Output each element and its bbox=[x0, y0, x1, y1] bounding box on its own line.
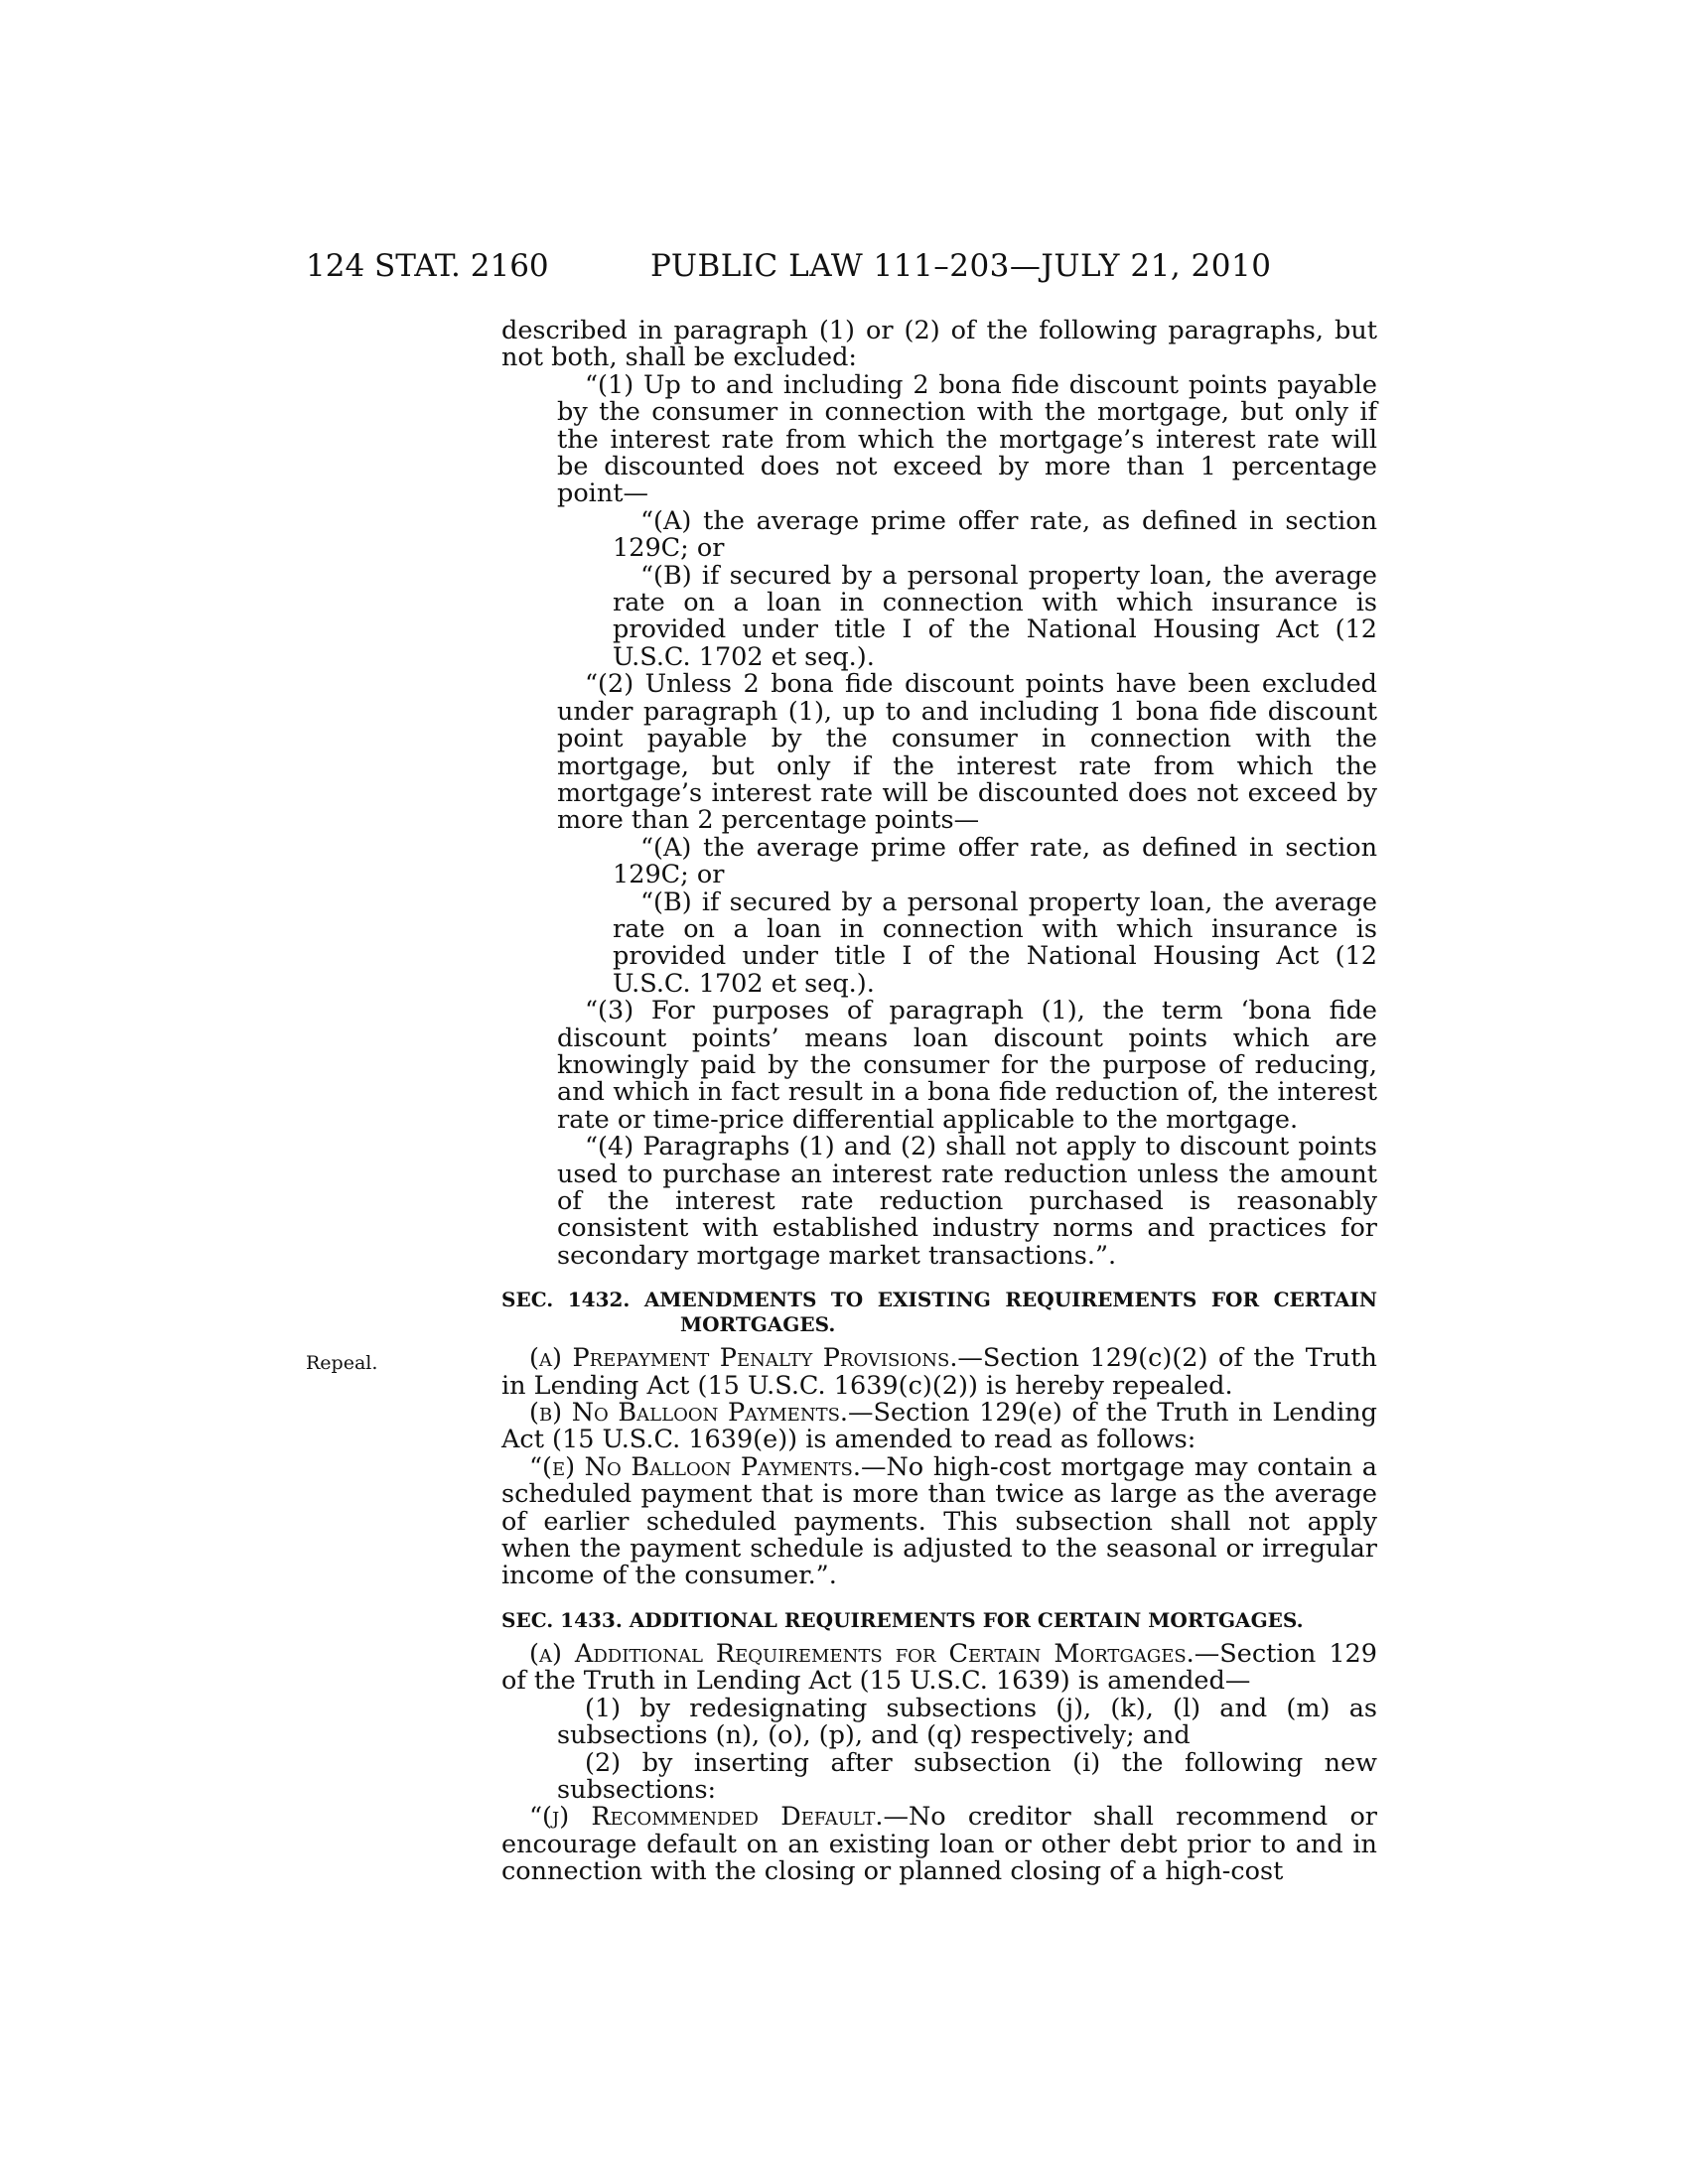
section-1433-a-text: —Section 129 of the Truth in Lending Act (15 U.S.C. 1639) is amended— bbox=[501, 1638, 1378, 1697]
paragraph-1-a: “(A) the average prime offer rate, as defined in section 129C; or bbox=[613, 505, 1377, 564]
paragraph-2: “(2) Unless 2 bona fide discount points have been excluded under paragraph (1), up to and including 1 bona fide discount point payable by the consumer in connection with the mortgage, but only if the interest rate from which the mortgage’s interest rate will be discounted does not exceed by more than 2 percentage points— bbox=[557, 669, 1377, 836]
margin-note-repeal: Repeal. bbox=[306, 1352, 378, 1374]
document-body bbox=[501, 318, 1377, 1886]
paragraph-3: “(3) For purposes of paragraph (1), the term ‘bona fide discount points’ means loan discount points which are knowingly paid by the consumer for the purpose of reducing, and which in fact result in a bona fide reduction of, the interest rate or time-price differential applicable to the mortgage. bbox=[557, 996, 1377, 1135]
section-1432-heading: SEC. 1432. AMENDMENTS TO EXISTING REQUIREMENTS FOR CERTAIN MORTGAGES. bbox=[501, 1288, 1377, 1337]
section-1432-a bbox=[501, 1345, 1377, 1400]
section-1432-b-text: —Section 129(e) of the Truth in Lending Act (15 U.S.C. 1639(e)) is amended to read as follows: bbox=[501, 1398, 1377, 1455]
subsection-j-text: —No creditor shall recommend or encourage default on an existing loan or other debt prior to and in connection with the closing or planned closing of a high-cost bbox=[501, 1802, 1377, 1887]
section-1432-e-label: “(e) No Balloon Payments. bbox=[529, 1451, 861, 1482]
page-header bbox=[306, 248, 1299, 288]
section-1433-heading: SEC. 1433. ADDITIONAL REQUIREMENTS FOR CERTAIN MORTGAGES. bbox=[501, 1607, 1304, 1632]
section-1432-b bbox=[501, 1400, 1377, 1454]
statute-page-number: 124 STAT. 2160 bbox=[306, 248, 549, 284]
section-1432-a-text: —Section 129(c)(2) of the Truth in Lending Act (15 U.S.C. 1639(c)(2)) is hereby repealed. bbox=[501, 1343, 1377, 1401]
public-law-title: PUBLIC LAW 111–203—JULY 21, 2010 bbox=[650, 248, 1272, 284]
paragraph-4: “(4) Paragraphs (1) and (2) shall not apply to discount points used to purchase an interest rate reduction unless the amount of the interest rate reduction purchased is reasonably consistent with established industry norms and practices for secondary mortgage market transactions.”. bbox=[557, 1132, 1377, 1271]
paragraph-2-b: “(B) if secured by a personal property loan, the average rate on a loan in connection with which insurance is provided under title I of the National Housing Act (12 U.S.C. 1702 et seq.). bbox=[613, 887, 1377, 999]
subsection-j-label: “(j) Recommended Default. bbox=[529, 1802, 884, 1833]
section-1432-a-label: (a) Prepayment Penalty Provisions. bbox=[529, 1343, 958, 1374]
section-1432-b-label: (b) No Balloon Payments. bbox=[529, 1398, 849, 1429]
section-1433-a-label: (a) Additional Requirements for Certain Mortgages. bbox=[529, 1638, 1195, 1669]
section-1433-item-2: (2) by inserting after subsection (i) the following new subsections: bbox=[557, 1747, 1377, 1805]
paragraph-intro: described in paragraph (1) or (2) of the following paragraphs, but not both, shall be excluded: bbox=[501, 316, 1377, 373]
paragraph-1: “(1) Up to and including 2 bona fide discount points payable by the consumer in connection with the mortgage, but only if the interest rate from which the mortgage’s interest rate will be discounted does not exceed by more than 1 percentage point— bbox=[557, 369, 1377, 509]
section-1433-a bbox=[501, 1638, 1378, 1697]
section-1432-e bbox=[501, 1451, 1377, 1591]
paragraph-1-b: “(B) if secured by a personal property loan, the average rate on a loan in connection with which insurance is provided under title I of the National Housing Act (12 U.S.C. 1702 et seq.). bbox=[613, 560, 1377, 672]
section-1433-item-1: (1) by redesignating subsections (j), (k), (l) and (m) as subsections (n), (o), (p), and (q) respectively; and bbox=[557, 1693, 1377, 1751]
section-1432-e-text: —No high-cost mortgage may contain a scheduled payment that is more than twice as large as the average of earlier scheduled payments. This subsection shall not apply when the payment schedule is adjusted to the seasonal or irregular income of the consumer.”. bbox=[501, 1451, 1377, 1591]
subsection-j bbox=[501, 1804, 1377, 1885]
paragraph-2-a: “(A) the average prime offer rate, as defined in section 129C; or bbox=[613, 832, 1377, 890]
